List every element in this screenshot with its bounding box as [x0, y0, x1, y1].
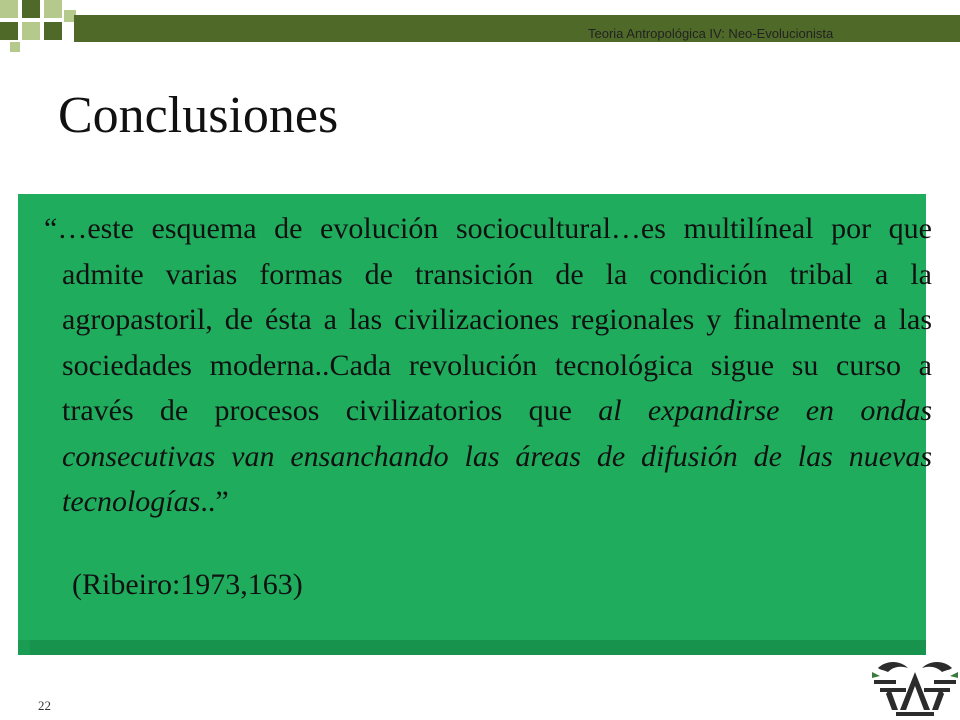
quote-text-italic: al expandirse en ondas consecutivas van ensanchando las áreas de difusión de las nuevas tecnologías — [62, 394, 932, 518]
quote-text — [44, 206, 932, 525]
decorative-squares-icon — [0, 0, 78, 52]
quote-citation: (Ribeiro:1973,163) — [72, 568, 303, 601]
page-number: 22 — [38, 698, 51, 713]
institution-logo-icon — [870, 658, 960, 720]
quote-text-regular: “…este esquema de evolución sociocultural…es multilíneal por que admite varias formas de transición de la condición tribal a la agropastoril, de ésta a las civilizaciones regionales y finalmente a las sociedades moderna..Cada revolución tecnológica sigue su curso a través de procesos civilizatorios que — [44, 212, 932, 427]
quote-box-shadow-bottom — [30, 640, 926, 655]
quote-text-closing: ..” — [200, 485, 229, 518]
slide-title: Conclusiones — [58, 87, 339, 144]
course-title: Teoria Antropológica IV: Neo-Evolucionista — [588, 26, 834, 41]
